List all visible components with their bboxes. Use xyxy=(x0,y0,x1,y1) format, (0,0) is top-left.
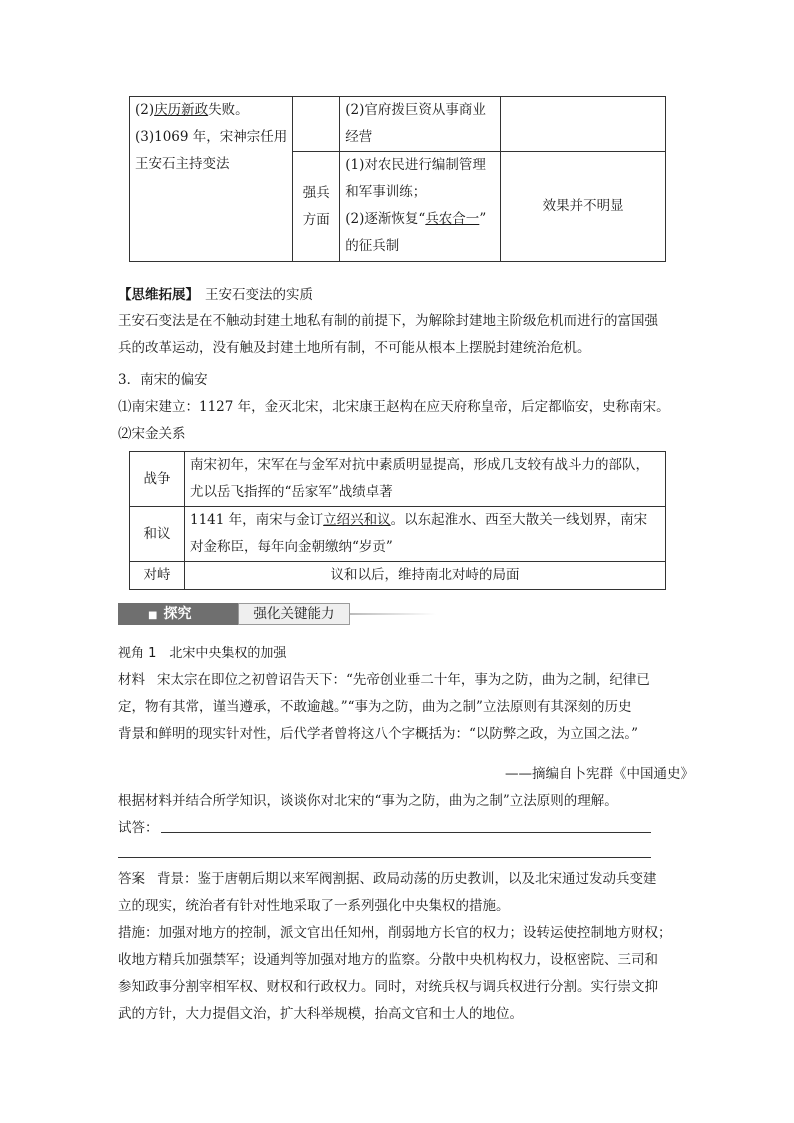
war-label: 战争 xyxy=(143,470,171,487)
question-text: 根据材料并结合所学知识，谈谈你对北宋的“事为之防，曲为之制”立法原则的理解。 xyxy=(118,793,618,809)
answer-measures-line1: 措施：加强对地方的控制，派文官出任知州，削弱地方长官的权力；设转运使控制地方财权； xyxy=(118,925,672,941)
cause-3-line2: 王安石主持变法 xyxy=(135,156,230,172)
thinking-line2: 兵的改革运动，没有触及封建土地所有制，不可能从根本上摆脱封建统治危机。 xyxy=(118,340,591,356)
military-effect-cell xyxy=(501,152,666,262)
answer-measures-line4: 武的方针，大力提倡文治，扩大科举规模，抬高文官和士人的地位。 xyxy=(118,1006,523,1022)
qingli-reform-term: 庆历新政 xyxy=(154,102,209,118)
cause-2-suffix: 失败。 xyxy=(208,102,249,118)
military-label-line1: 强兵 xyxy=(302,184,330,201)
military-line4: 的征兵制 xyxy=(345,238,400,254)
military-line3-prefix: (2)逐渐恢复“ xyxy=(345,211,426,227)
answer-measures-line3: 参知政事分割宰相军权、财权和行政权力。同时，对统兵权与调兵权进行分割。实行崇文抑 xyxy=(118,979,658,995)
material-source: ——摘编自卜宪群《中国通史》 xyxy=(505,766,694,782)
reform-table xyxy=(129,96,666,262)
material-line1: 宋太宗在即位之初曾诏告天下：“先帝创业垂二十年，事为之防，曲为之制，纪律已 xyxy=(157,672,650,688)
banner-title: 探究 xyxy=(163,606,192,622)
answer-line-1[interactable] xyxy=(161,832,651,833)
answer-bg-line1: 背景：鉴于唐朝后期以来军阀割据、政局动荡的历史教训，以及北宋通过发动兵变建 xyxy=(157,871,657,887)
military-line3-suffix: ” xyxy=(479,211,487,227)
bingnong-heyi-term: 兵农合一 xyxy=(425,211,480,227)
military-measures-cell xyxy=(340,152,501,262)
answer-prompt: 试答： xyxy=(118,820,159,836)
square-icon: ■ xyxy=(148,610,158,621)
perspective-title: 视角 1 北宋中央集权的加强 xyxy=(118,646,287,661)
answer-bg-line1-wrap xyxy=(118,866,657,893)
thinking-heading xyxy=(118,282,313,309)
war-line1: 南宋初年，宋军在与金军对抗中素质明显提高，形成几支较有战斗力的部队， xyxy=(190,457,649,473)
empty-effect-cell xyxy=(501,97,666,152)
peace-line1-prefix: 1141 年，南宋与金订 xyxy=(190,512,324,528)
military-label-line2: 方面 xyxy=(302,211,330,228)
peace-line2: 对金称臣，每年向金朝缴纳“岁贡” xyxy=(190,539,393,555)
commerce-line1: (2)官府拨巨资从事商业 xyxy=(345,102,486,118)
material-line2: 定，物有其常，谨当遵承，不敢逾越。”“事为之防，曲为之制”立法原则有其深刻的历史 xyxy=(118,699,632,715)
military-line2: 和军事训练； xyxy=(345,184,427,200)
thinking-title: 王安石变法的实质 xyxy=(205,287,313,303)
song-jin-table xyxy=(129,451,666,590)
commerce-line2: 经营 xyxy=(345,129,373,145)
commerce-cell xyxy=(340,97,501,152)
peace-label-cell xyxy=(130,507,185,562)
standoff-line: 议和以后，维持南北对峙的局面 xyxy=(330,567,520,583)
song-jin-relation-heading: ⑵宋金关系 xyxy=(118,426,186,442)
southern-song-establish: ⑴南宋建立：1127 年，金灭北宋，北宋康王赵构在应天府称皇帝，后定都临安，史称南宋。 xyxy=(118,399,670,415)
peace-line1-suffix: 。以东起淮水、西至大散关一线划界，南宋 xyxy=(390,512,648,528)
cause-2-prefix: (2) xyxy=(135,102,155,118)
shaoxing-treaty-term: 立绍兴和议 xyxy=(323,512,391,528)
southern-song-heading: 3．南宋的偏安 xyxy=(118,372,208,388)
military-label-cell xyxy=(293,152,340,262)
answer-line-2[interactable] xyxy=(118,857,651,858)
answer-measures-line2: 收地方精兵加强禁军；设通判等加强对地方的监察。分散中央机构权力，设枢密院、三司和 xyxy=(118,952,658,968)
peace-line1 xyxy=(190,507,660,534)
standoff-label-cell xyxy=(130,562,185,590)
cause-3-line1: (3)1069 年，宋神宗任用 xyxy=(135,129,288,145)
material-label: 材料 xyxy=(118,672,145,688)
reform-causes-cell xyxy=(130,97,293,262)
standoff-content-cell xyxy=(185,562,666,590)
section-banner xyxy=(118,603,436,625)
war-line2: 尤以岳飞指挥的“岳家军”战绩卓著 xyxy=(190,484,393,500)
cause-2 xyxy=(135,97,287,124)
banner-dark-block xyxy=(118,603,238,625)
banner-subtitle: 强化关键能力 xyxy=(238,603,350,625)
military-line3 xyxy=(345,206,495,233)
military-effect: 效果并不明显 xyxy=(542,198,624,214)
war-label-cell xyxy=(130,452,185,507)
material-line1-wrap xyxy=(118,667,650,694)
war-content-cell xyxy=(185,452,666,507)
peace-content-cell xyxy=(185,507,666,562)
answer-bg-line2: 立的现实，统治者有针对性地采取了一系列强化中央集权的措施。 xyxy=(118,898,510,914)
thinking-tag: 【思维拓展】 xyxy=(118,287,199,303)
material-line3: 背景和鲜明的现实针对性，后代学者曾将这八个字概括为：“以防弊之政，为立国之法。” xyxy=(118,726,639,742)
thinking-line1: 王安石变法是在不触动封建土地私有制的前提下，为解除封建地主阶级危机而进行的富国强 xyxy=(118,313,658,329)
standoff-label: 对峙 xyxy=(143,567,171,583)
military-line1: (1)对农民进行编制管理 xyxy=(345,157,486,173)
banner-fade-line xyxy=(350,613,436,615)
answer-label: 答案 xyxy=(118,871,145,887)
empty-label-cell xyxy=(293,97,340,152)
peace-label: 和议 xyxy=(143,525,171,542)
